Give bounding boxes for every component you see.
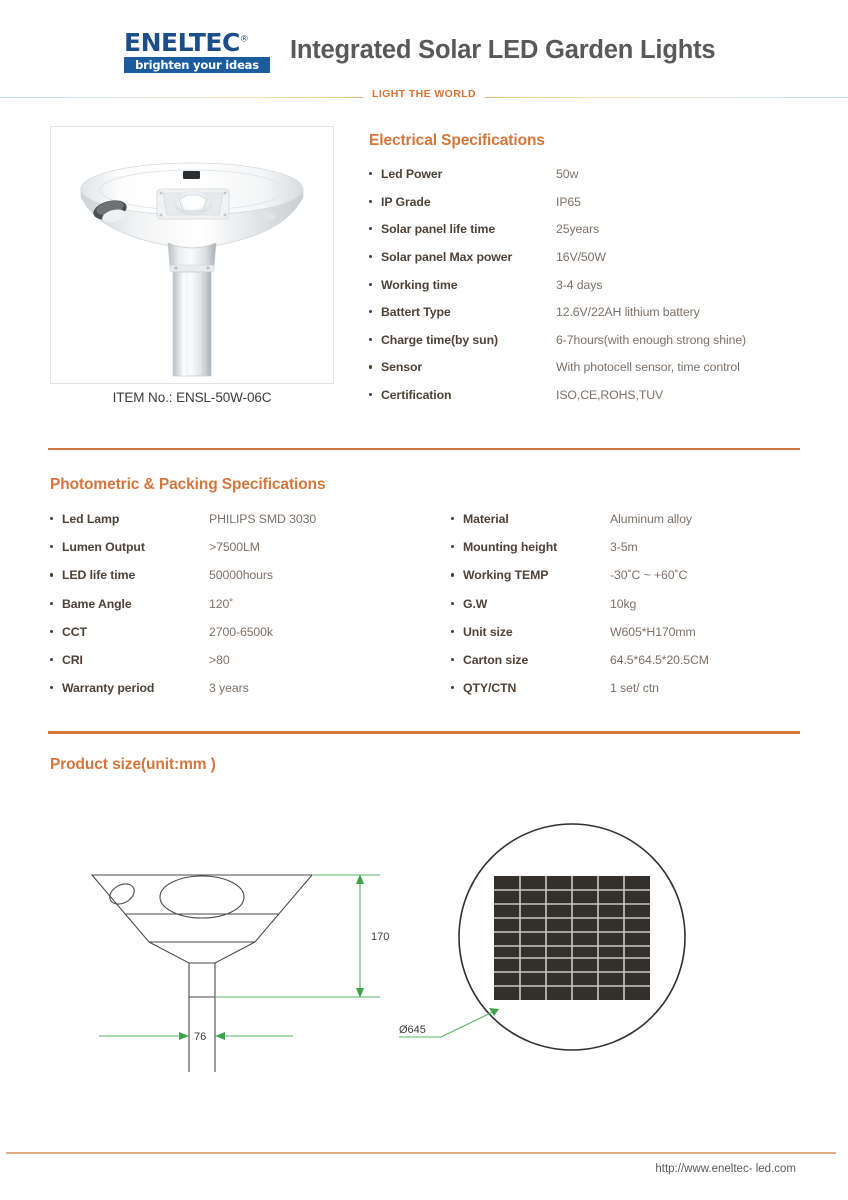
- spec-label: G.W: [463, 596, 488, 611]
- logo-wordmark-text: ENELTEC: [124, 27, 240, 57]
- bullet-icon: [369, 388, 381, 396]
- bullet-icon: [369, 167, 381, 175]
- bullet-icon: [451, 568, 463, 576]
- spec-row: [451, 681, 798, 695]
- registered-trademark-icon: ®: [239, 34, 249, 45]
- top-view-drawing: [459, 824, 685, 1050]
- spec-value: PHILIPS SMD 3030: [209, 512, 317, 527]
- spec-label: CCT: [62, 624, 87, 639]
- spec-value: ISO,CE,ROHS,TUV: [556, 388, 664, 403]
- spec-row: [451, 512, 798, 526]
- spec-row: [369, 278, 848, 292]
- bullet-icon: [451, 681, 463, 689]
- bullet-icon: [50, 681, 62, 689]
- bullet-icon: [50, 597, 62, 605]
- spec-label: Led Lamp: [62, 512, 120, 527]
- dimension-label-diameter: Ø645: [399, 1023, 426, 1036]
- dimension-label-height: 170: [371, 930, 390, 943]
- product-figure: [50, 126, 334, 416]
- spec-row: [451, 625, 798, 639]
- bullet-icon: [369, 360, 381, 368]
- spec-row: [369, 360, 848, 374]
- spec-value: With photocell sensor, time control: [556, 360, 740, 375]
- bullet-icon: [50, 625, 62, 633]
- bullet-icon: [451, 597, 463, 605]
- spec-label: LED life time: [62, 568, 136, 583]
- spec-label: Warranty period: [62, 681, 155, 695]
- spec-value: 50000hours: [209, 568, 273, 583]
- spec-label: IP Grade: [381, 194, 431, 209]
- spec-label: Certification: [381, 388, 452, 403]
- bullet-icon: [369, 195, 381, 203]
- bullet-icon: [50, 568, 62, 576]
- spec-label: Working TEMP: [463, 568, 549, 583]
- spec-label: Carton size: [463, 652, 529, 667]
- spec-row: [369, 250, 848, 264]
- photometric-left-list: [50, 512, 442, 709]
- spec-value: 3-5m: [610, 540, 638, 555]
- spec-label: Led Power: [381, 167, 443, 181]
- slogan-label: LIGHT THE WORLD: [363, 88, 485, 100]
- spec-value: 1 set/ ctn: [610, 681, 659, 695]
- spec-value: >7500LM: [209, 540, 260, 555]
- spec-label: QTY/CTN: [463, 681, 517, 695]
- spec-row: [451, 568, 798, 582]
- spec-value: 64.5*64.5*20.5CM: [610, 652, 709, 667]
- bullet-icon: [369, 305, 381, 313]
- electrical-specifications: [369, 126, 848, 416]
- spec-label: Battert Type: [381, 305, 451, 320]
- spec-label: Charge time(by sun): [381, 332, 498, 347]
- photometric-right-list: [442, 512, 798, 709]
- spec-row: [369, 333, 848, 347]
- section-divider-product-size: [48, 731, 800, 733]
- spec-value: W605*H170mm: [610, 624, 696, 639]
- dimension-label-pole-width: 76: [194, 1030, 207, 1043]
- bullet-icon: [50, 653, 62, 661]
- spec-value: IP65: [556, 194, 581, 209]
- slogan-band: [0, 84, 848, 110]
- bullet-icon: [50, 540, 62, 548]
- spec-row: [451, 540, 798, 554]
- bullet-icon: [369, 333, 381, 341]
- brand-logo: [124, 28, 270, 73]
- spec-row: [451, 653, 798, 667]
- spec-row: [369, 222, 848, 236]
- spec-value: 10kg: [610, 596, 637, 611]
- photometric-heading: Photometric & Packing Specifications: [50, 476, 326, 494]
- spec-row: [369, 195, 848, 209]
- spec-value: -30˚C ~ +60˚C: [610, 568, 688, 583]
- electrical-heading: Electrical Specifications: [369, 132, 545, 149]
- footer-website-url[interactable]: http://www.eneltec- led.com: [655, 1162, 796, 1175]
- spec-value: 6-7hours(with enough strong shine): [556, 332, 747, 347]
- logo-tagline: brighten your ideas: [124, 57, 270, 73]
- spec-label: Solar panel life time: [381, 222, 496, 237]
- spec-row: [50, 568, 442, 582]
- spec-value: 25years: [556, 222, 600, 237]
- arrow-right-icon: [179, 1032, 189, 1040]
- bullet-icon: [369, 250, 381, 258]
- dimension-drawings-svg: [50, 792, 798, 1072]
- logo-wordmark: [124, 27, 270, 57]
- spec-label: Material: [463, 512, 509, 527]
- bullet-icon: [451, 540, 463, 548]
- spec-label: Working time: [381, 277, 458, 292]
- spec-row: [369, 305, 848, 319]
- photometric-section: [0, 476, 848, 709]
- product-size-heading: Product size(unit:mm ): [50, 755, 216, 773]
- spec-label: Lumen Output: [62, 540, 145, 555]
- technical-drawings: [50, 792, 798, 1072]
- spec-row: [50, 653, 442, 667]
- spec-label: CRI: [62, 652, 83, 667]
- bullet-icon: [451, 512, 463, 520]
- arrow-left-icon: [215, 1032, 225, 1040]
- spec-label: Mounting height: [463, 540, 558, 555]
- spec-label: Sensor: [381, 360, 423, 375]
- spec-row: [451, 597, 798, 611]
- spec-row: [50, 540, 442, 554]
- solar-garden-light-illustration: [51, 127, 333, 383]
- page-footer: [0, 1152, 848, 1200]
- bullet-icon: [451, 625, 463, 633]
- bullet-icon: [369, 222, 381, 230]
- photometric-columns: [50, 512, 798, 709]
- spec-value: 3-4 days: [556, 277, 603, 292]
- bullet-icon: [50, 512, 62, 520]
- spec-row: [50, 625, 442, 639]
- spec-row: [50, 512, 442, 526]
- overview-section: [0, 110, 848, 416]
- spec-label: Unit size: [463, 624, 513, 639]
- spec-value: 12.6V/22AH lithium battery: [556, 305, 700, 320]
- spec-row: [369, 388, 848, 402]
- electrical-spec-list: [369, 167, 848, 402]
- bullet-icon: [369, 278, 381, 286]
- spec-value: 16V/50W: [556, 249, 606, 264]
- spec-value: 2700-6500k: [209, 624, 273, 639]
- spec-row: [50, 681, 442, 695]
- spec-label: Bame Angle: [62, 596, 132, 611]
- dimension-height-170: [215, 875, 380, 997]
- spec-value: 3 years: [209, 681, 249, 695]
- section-divider-photometric: [48, 448, 800, 450]
- product-item-number: ITEM No.: ENSL-50W-06C: [112, 390, 272, 405]
- bullet-icon: [451, 653, 463, 661]
- spec-value: 120˚: [209, 596, 234, 611]
- spec-row: [50, 597, 442, 611]
- spec-value: Aluminum alloy: [610, 512, 692, 527]
- page-title: Integrated Solar LED Garden Lights: [290, 35, 716, 64]
- spec-value: >80: [209, 652, 230, 667]
- product-size-section: [0, 756, 848, 1072]
- spec-row: [369, 167, 848, 181]
- page-header: [0, 0, 848, 78]
- product-image-frame: [50, 126, 334, 384]
- solar-panel-grid: [494, 876, 650, 1000]
- spec-value: 50w: [556, 167, 579, 181]
- spec-label: Solar panel Max power: [381, 249, 513, 264]
